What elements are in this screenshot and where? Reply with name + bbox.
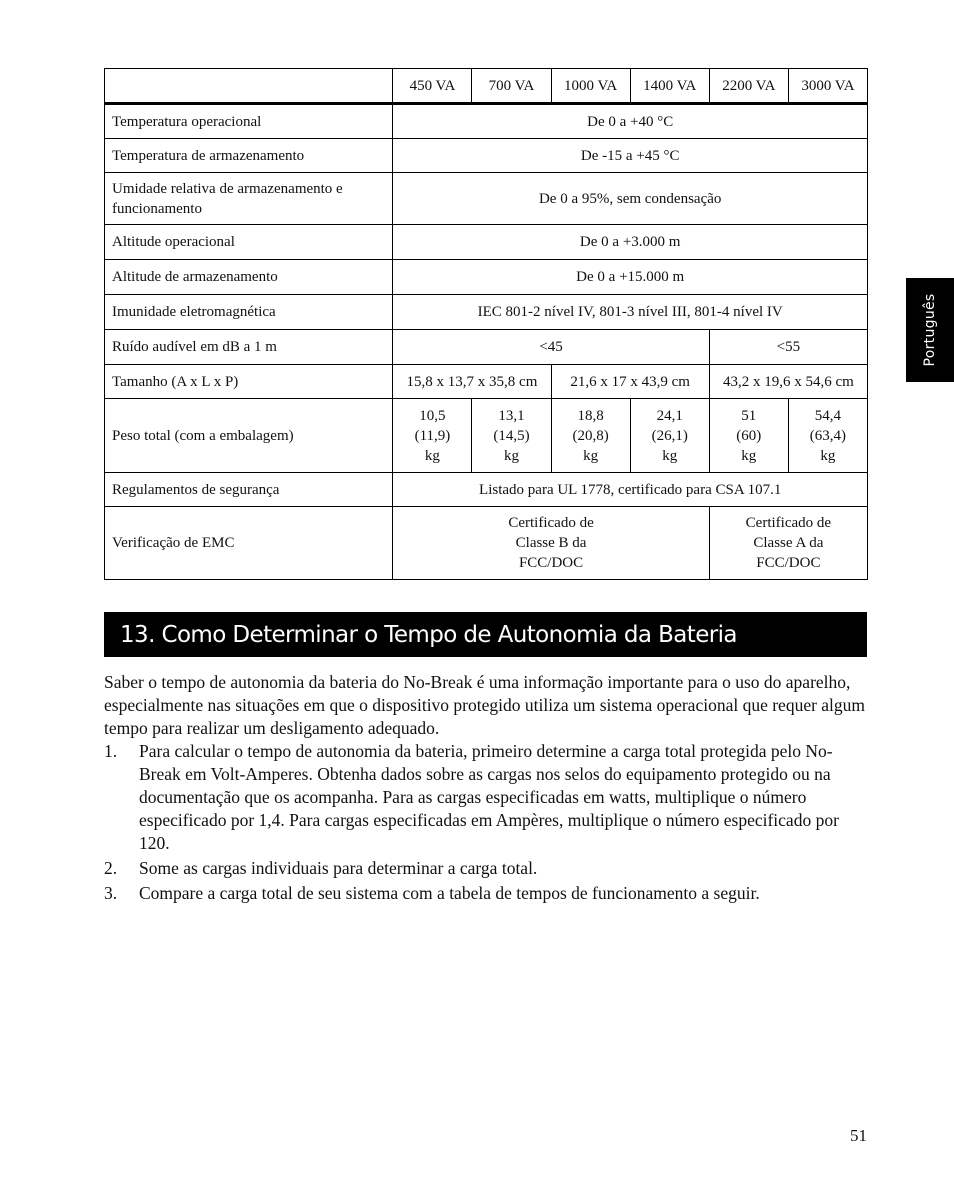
row-label: Peso total (com a embalagem): [105, 399, 393, 473]
weight-cell: [709, 399, 788, 473]
step-text: Para calcular o tempo de autonomia da bateria, primeiro determine a carga total protegida pelo No-Break em Volt-Amperes. Obtenha dados sobre as cargas nos selos do equipamento protegido ou na documentação que os acompanha. Para as cargas especificadas em watts, multiplique o número especificado por 1,4. Para cargas especificadas em Ampères, multiplique o número especificado por 120.: [139, 741, 839, 853]
specifications-table: [104, 68, 868, 580]
step-number: 1.: [104, 741, 118, 761]
table-row: [105, 365, 868, 399]
weight-cell: [551, 399, 630, 473]
table-row: [105, 104, 868, 139]
table-row: [105, 399, 868, 473]
weight-value: 13,1: [498, 407, 525, 424]
table-header-row: [105, 69, 868, 104]
row-label: Altitude operacional: [105, 225, 393, 260]
weight-cell: [630, 399, 709, 473]
step-number: 3.: [104, 883, 118, 903]
row-value: De 0 a +40 °C: [393, 104, 868, 139]
table-row: [105, 295, 868, 330]
weight-unit: kg: [820, 447, 836, 464]
header-700va: 700 VA: [472, 69, 551, 104]
header-450va: 450 VA: [393, 69, 472, 104]
weight-cell: [393, 399, 472, 473]
row-label: Verificação de EMC: [105, 507, 393, 580]
emc-class-a-cell: [709, 507, 867, 580]
weight-unit: kg: [583, 447, 599, 464]
emc-text-line: Certificado de: [745, 515, 832, 531]
row-value: 43,2 x 19,6 x 54,6 cm: [709, 365, 867, 399]
section-heading-bar: [104, 612, 867, 657]
language-side-tab: [906, 278, 954, 382]
header-3000va: 3000 VA: [788, 69, 867, 104]
header-1400va: 1400 VA: [630, 69, 709, 104]
language-label: Português: [922, 293, 938, 367]
row-label: Regulamentos de segurança: [105, 473, 393, 507]
weight-value: 51: [741, 407, 757, 424]
emc-text-line: FCC/DOC: [518, 555, 584, 571]
page-number: 51: [850, 1126, 867, 1145]
row-label: Tamanho (A x L x P): [105, 365, 393, 399]
row-value: <45: [393, 330, 709, 365]
weight-unit: kg: [741, 447, 757, 464]
table-row: [105, 473, 868, 507]
table-row: [105, 225, 868, 260]
row-value: 15,8 x 13,7 x 35,8 cm: [393, 365, 551, 399]
weight-unit: kg: [424, 447, 440, 464]
row-label: Temperatura operacional: [105, 104, 393, 139]
weight-unit: kg: [504, 447, 520, 464]
row-value: <55: [709, 330, 867, 365]
weight-value: 18,8: [577, 407, 604, 424]
emc-class-b-cell: [393, 507, 709, 580]
list-item: [104, 740, 868, 855]
row-value: 21,6 x 17 x 43,9 cm: [551, 365, 709, 399]
section-title: 13. Como Determinar o Tempo de Autonomia da Bateria: [120, 622, 737, 648]
list-item: [104, 857, 868, 880]
steps-list: [104, 740, 868, 905]
weight-value: 24,1: [656, 407, 683, 424]
weight-packed-value: (20,8): [572, 427, 609, 444]
row-label: Umidade relativa de armazenamento e funcionamento: [105, 173, 393, 225]
header-1000va: 1000 VA: [551, 69, 630, 104]
row-value: De -15 a +45 °C: [393, 139, 868, 173]
row-value: De 0 a +15.000 m: [393, 260, 868, 295]
section-body: [104, 671, 868, 907]
emc-text-line: Classe A da: [753, 535, 824, 551]
intro-paragraph: Saber o tempo de autonomia da bateria do No-Break é uma informação importante para o uso do aparelho, especialmente nas situações em que o dispositivo protegido utiliza um sistema operacional que requer algum tempo para realizar um desligamento adequado.: [104, 672, 866, 738]
table-row: [105, 173, 868, 225]
table-row: [105, 260, 868, 295]
emc-text-line: Classe B da: [515, 535, 587, 551]
row-value: De 0 a 95%, sem condensação: [393, 173, 868, 225]
table-row: [105, 330, 868, 365]
header-2200va: 2200 VA: [709, 69, 788, 104]
weight-cell: [788, 399, 867, 473]
weight-packed-value: (11,9): [414, 427, 451, 444]
row-value: IEC 801-2 nível IV, 801-3 nível III, 801-4 nível IV: [393, 295, 868, 330]
weight-value: 10,5: [419, 407, 446, 424]
table-row: [105, 507, 868, 580]
step-number: 2.: [104, 858, 118, 878]
row-value: De 0 a +3.000 m: [393, 225, 868, 260]
header-empty-cell: [105, 69, 393, 104]
row-value: Listado para UL 1778, certificado para CSA 107.1: [393, 473, 868, 507]
step-text: Some as cargas individuais para determinar a carga total.: [139, 858, 538, 878]
weight-packed-value: (26,1): [651, 427, 688, 444]
weight-packed-value: (14,5): [493, 427, 530, 444]
emc-text-line: FCC/DOC: [756, 555, 821, 571]
step-text: Compare a carga total de seu sistema com a tabela de tempos de funcionamento a seguir.: [139, 883, 760, 903]
emc-text-line: Certificado de: [508, 515, 594, 531]
list-item: [104, 882, 868, 905]
weight-packed-value: (63,4): [809, 427, 847, 444]
weight-value: 54,4: [814, 407, 842, 424]
table-row: [105, 139, 868, 173]
weight-packed-value: (60): [736, 427, 762, 444]
row-label: Imunidade eletromagnética: [105, 295, 393, 330]
weight-unit: kg: [662, 447, 678, 464]
row-label: Altitude de armazenamento: [105, 260, 393, 295]
row-label: Ruído audível em dB a 1 m: [105, 330, 393, 365]
row-label: Temperatura de armazenamento: [105, 139, 393, 173]
weight-cell: [472, 399, 551, 473]
